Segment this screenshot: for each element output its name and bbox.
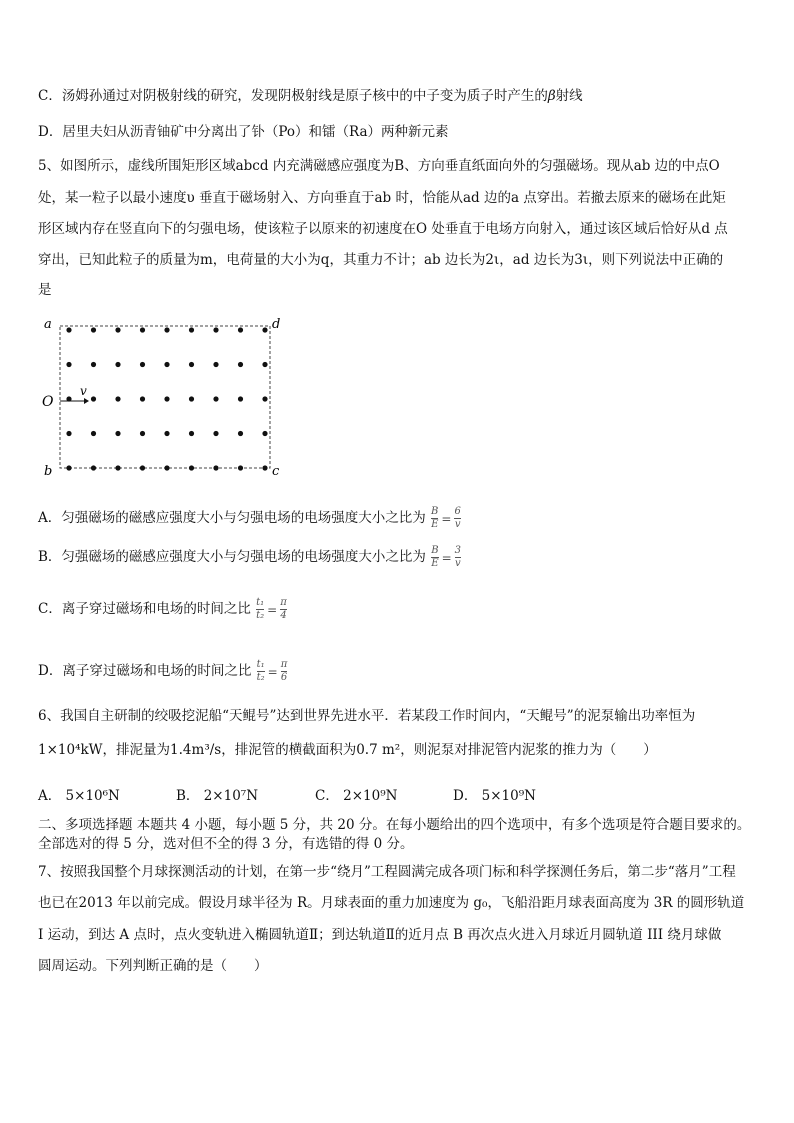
q5-line-1: 5、如图所示，虚线所围矩形区域abcd 内充满磁感应强度为B、方向垂直纸面向外的匀强磁场。现从ab 边的中点O [38,158,720,174]
field-dot [164,465,169,470]
q6-line-1: 6、我国自主研制的绞吸挖泥船“天鲲号”达到世界先进水平．若某段工作时间内，“天鲲号”的泥泵输出功率恒为 [38,708,696,724]
frac-a-2: $\frac{6}{v}$ [454,506,461,530]
field-dot [164,396,169,401]
q6-option-c: C． 2×10⁹N [315,788,398,804]
area-value: 0.7 m² [356,742,401,758]
q5-line-4: 穿出，已知此粒子的质量为m，电荷量的大小为q，其重力不计；ab 边长为2ι，ad 边长为3ι，则下列说法中正确的 [38,252,724,268]
option-d-prev: D．居里夫妇从沥青铀矿中分离出了钋（Po）和镭（Ra）两种新元素 [38,124,449,140]
field-dot [189,431,194,436]
q6-text-b: ，排泥量为 [102,742,171,758]
eq-sign: = [441,511,452,526]
q7-line-2: 也已在2013 年以前完成。假设月球半径为 R。月球表面的重力加速度为 g₀，飞船沿距月球表面高度为 3R 的圆形轨道 [38,895,745,911]
label-c: c [272,464,280,479]
field-dot [91,327,96,332]
q6-option-b: B． 2×10⁷N [176,788,259,804]
label-v: v [80,384,87,398]
field-dot [91,465,96,470]
flow-value: 1.4m³/s [170,742,222,758]
q5-option-c-text: C．离子穿过磁场和电场的时间之比 [38,601,251,617]
eq-sign: = [267,602,278,617]
field-dot [140,396,145,401]
q6-option-a: A． 5×10⁶N [38,788,120,804]
field-dot [262,431,267,436]
q6-text-f: ，则泥泵对排泥管内泥浆的推力为（ ） [400,742,657,758]
field-dot [140,431,145,436]
q7-line-4: 圆周运动。下列判断正确的是（ ） [38,958,268,974]
q5-option-a-text: A．匀强磁场的磁感应强度大小与匀强电场的电场强度大小之比为 [38,510,426,526]
q5-option-b [38,545,462,570]
label-b: b [44,464,53,479]
label-d: d [272,317,281,332]
section2-line-1: 二、多项选择题 本题共 4 小题，每小题 5 分，共 20 分。在每小题给出的四个选项中，有多个选项是符合题目要求的。 [38,817,751,833]
field-dot [140,465,145,470]
field-dot [66,431,71,436]
q5-option-a [38,506,462,531]
field-dot [238,327,243,332]
field-dot [213,362,218,367]
field-dot [262,327,267,332]
field-dots [66,327,267,470]
field-dot [213,431,218,436]
frac-c-2: $\frac{\pi}{4}$ [280,597,287,621]
frac-d-2: $\frac{\pi}{6}$ [280,659,288,683]
q5-option-d-text: D．离子穿过磁场和电场的时间之比 [38,663,252,679]
frac-b-1: $\frac{B}{E}$ [431,545,439,569]
eq-sign: = [267,664,278,679]
beta-symbol: β [547,88,556,104]
field-dot [115,327,120,332]
q7-line-3: I 运动，到达 A 点时，点火变轨进入椭圆轨道Ⅱ；到达轨道Ⅱ的近月点 B 再次点火进入月球近月圆轨道 III 绕月球做 [38,927,722,943]
q5-option-c [38,597,288,622]
field-dot [91,396,96,401]
field-dot [238,431,243,436]
q6-line-2 [38,740,657,760]
q5-line-2: 处，某一粒子以最小速度υ 垂直于磁场射入、方向垂直于ab 时，恰能从ad 边的a 点穿出。若撤去原来的磁场在此矩 [38,190,726,206]
field-dot [164,362,169,367]
q5-line-3: 形区域内存在竖直向下的匀强电场，使该粒子以原来的初速度在O 处垂直于电场方向射入，通过该区域后恰好从d 点 [38,221,728,237]
label-a: a [44,317,52,332]
label-O: O [42,394,54,410]
field-dot [115,362,120,367]
field-dot [91,431,96,436]
field-dot [115,431,120,436]
field-dot [115,396,120,401]
field-dot [238,362,243,367]
option-c-text: C．汤姆孙通过对阴极射线的研究，发现阴极射线是原子核中的中子变为质子时产生的 [38,88,548,104]
field-dot [164,431,169,436]
field-dot [66,327,71,332]
frac-a-1: $\frac{B}{E}$ [431,506,439,530]
frac-b-2: $\frac{3}{v}$ [454,545,462,569]
field-dot [140,362,145,367]
option-c-prev [38,86,583,106]
q7-line-1: 7、按照我国整个月球探测活动的计划，在第一步“绕月”工程圆满完成各项门标和科学探测任务后，第二步“落月”工程 [38,864,736,880]
q5-option-d [38,659,288,684]
field-dot [262,362,267,367]
field-dot [164,327,169,332]
field-dot [189,465,194,470]
field-dot [262,396,267,401]
q6-text-d: ，排泥管的横截面积为 [221,742,357,758]
field-dot [213,327,218,332]
q5-option-b-text: B．匀强磁场的磁感应强度大小与匀强电场的电场强度大小之比为 [38,549,426,565]
field-dot [189,396,194,401]
magnetic-field-figure [36,312,296,482]
field-dot [189,327,194,332]
eq-sign: = [441,550,452,565]
field-dot [66,362,71,367]
field-dot [262,465,267,470]
field-dot [189,362,194,367]
q6-option-d: D． 5×10⁹N [453,788,536,804]
field-dot [66,465,71,470]
power-value: 1×10⁴kW [38,742,103,758]
field-dot [91,362,96,367]
option-c-end: 射线 [555,88,583,104]
frac-d-1: $\frac{\text{t₁}}{\text{t₂}}$ [256,659,265,683]
section2-line-2: 全部选对的得 5 分，选对但不全的得 3 分，有选错的得 0 分。 [38,836,414,852]
frac-c-1: $\frac{\text{t₁}}{\text{t₂}}$ [256,597,265,621]
field-dot [140,327,145,332]
field-dot [213,465,218,470]
field-dot [238,465,243,470]
field-dot [213,396,218,401]
field-dot [115,465,120,470]
velocity-arrowhead [84,398,89,404]
q5-line-5: 是 [38,282,52,298]
field-dot [238,396,243,401]
